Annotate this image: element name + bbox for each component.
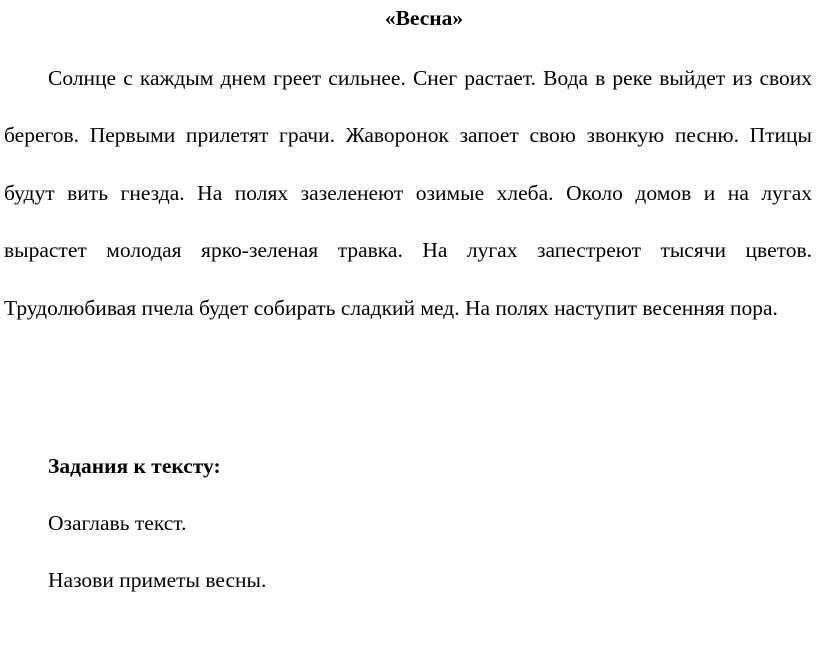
tasks-heading: Задания к тексту: <box>48 454 221 478</box>
task-item: Озаглавь текст. <box>48 511 187 535</box>
tasks-section <box>48 448 808 598</box>
task-item: Назови приметы весны. <box>48 568 267 592</box>
document-title: «Весна» <box>384 6 464 30</box>
story-paragraph: Солнце с каждым днем греет сильнее. Снег растает. Вода в реке выйдет из своих берегов. Первыми прилетят грачи. Жаворонок запоет свою звонкую песню. Птицы будут вить гнезда. На полях зазеленеют озимые хлеба. Около домов и на лугах вырастет молодая ярко-зеленая травка. На лугах запестреют тысячи цветов. Трудолюбивая пчела будет собирать сладкий мед. На полях наступит весенняя пора. <box>4 66 812 320</box>
